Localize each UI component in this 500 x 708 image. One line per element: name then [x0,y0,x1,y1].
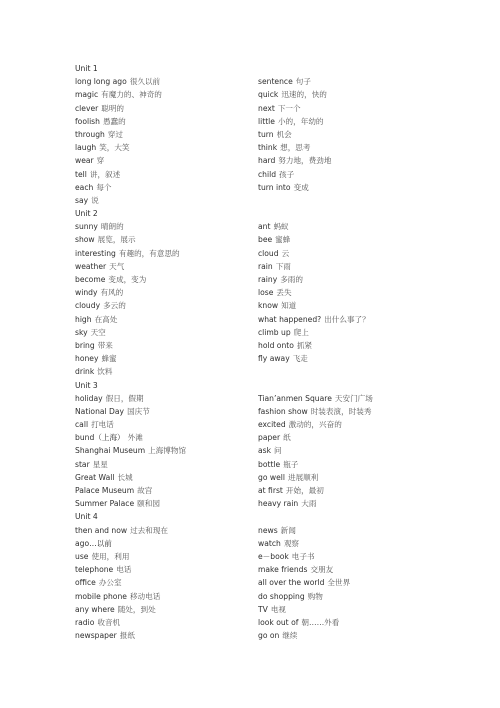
english-term: little [258,116,275,126]
english-term: quick [258,90,279,100]
chinese-meaning: 继续 [282,631,298,641]
english-term: ant [258,222,271,232]
english-term: ago…以前 [75,538,112,548]
vocabulary-entry [258,181,438,194]
english-term: drink [75,367,95,377]
english-term: windy [75,288,98,298]
english-term: laugh [75,143,97,153]
english-term: show [75,235,95,245]
english-term: use [75,551,89,561]
chinese-meaning: 想，思考 [280,143,311,153]
vocabulary-entry [75,168,245,181]
chinese-meaning: 愚蠢的 [102,116,126,126]
vocabulary-entry [75,220,245,233]
vocabulary-entry [75,365,245,378]
vocabulary-entry [75,550,245,563]
english-term: sentence [258,77,293,87]
chinese-meaning: 打电话 [91,420,114,430]
english-term: National Day [75,406,125,416]
english-term: do shopping [258,591,305,601]
chinese-meaning: 长城 [117,472,133,482]
chinese-meaning: 展览，展示 [97,235,136,245]
vocabulary-entry [75,444,245,457]
vocabulary-entry [258,603,438,616]
vocabulary-entry [75,563,245,576]
english-term: Shanghai Museum [75,446,146,456]
vocabulary-entry [75,471,245,484]
english-term: bring [75,340,95,350]
english-term: at first [258,486,283,495]
chinese-meaning: 丢失 [276,288,292,298]
chinese-meaning: 蜜蜂 [275,235,291,245]
vocabulary-entry [75,497,245,510]
english-term: through [75,129,105,139]
chinese-meaning: 国庆节 [127,406,150,416]
blank-line [258,207,438,220]
chinese-meaning: 有趣的，有意思的 [118,248,180,258]
vocabulary-entry [75,392,245,405]
chinese-meaning: 爬上 [293,327,309,337]
chinese-meaning: 孩子 [279,169,295,179]
unit-title: Unit 1 [75,64,98,73]
vocabulary-entry [75,313,245,326]
vocabulary-entry [258,550,438,563]
chinese-meaning: 电视 [270,604,287,614]
vocabulary-entry [258,405,438,418]
chinese-meaning: 故宫 [137,486,153,495]
english-term: star [75,459,90,469]
vocabulary-column-right [258,62,438,642]
vocabulary-entry [258,497,438,510]
chinese-meaning: 多云的 [103,301,126,311]
chinese-meaning: 开始，最初 [285,486,324,495]
chinese-meaning: 新闻 [280,525,296,535]
chinese-meaning: 使用，利用 [91,551,130,561]
vocabulary-entry [75,247,245,260]
vocabulary-entry [75,484,245,497]
vocabulary-entry [75,273,245,286]
english-term: bee [258,235,273,245]
english-term: TV [258,604,268,614]
chinese-meaning: 知道 [281,301,297,311]
chinese-meaning: 小的，年幼的 [277,116,324,126]
chinese-meaning: 购物 [307,591,323,601]
vocabulary-entry [75,603,245,616]
vocabulary-entry [258,115,438,128]
english-term: sunny [75,222,98,232]
english-term: magic [75,90,99,100]
chinese-meaning: 收音机 [97,617,121,627]
english-term: rainy [258,275,278,284]
chinese-meaning: 问 [274,446,282,456]
chinese-meaning: 天气 [109,261,125,271]
vocabulary-entry [75,590,245,603]
chinese-meaning: 穿 [96,156,105,166]
blank-line [258,194,438,207]
vocabulary-entry [258,168,438,181]
vocabulary-entry [258,590,438,603]
chinese-meaning: 进展顺利 [287,472,319,482]
chinese-meaning: 移动电话 [129,591,161,601]
english-term: weather [75,261,107,271]
english-term: rain [258,261,273,271]
chinese-meaning: 报纸 [119,631,135,641]
english-term: Palace Museum [75,486,135,495]
chinese-meaning: 电话 [116,565,132,575]
english-term: fly away [258,354,290,364]
english-term: bund（上海） [75,433,125,443]
english-term: go on [258,631,280,641]
vocabulary-entry [258,576,438,589]
vocabulary-entry [75,88,245,101]
vocabulary-entry [258,524,438,537]
chinese-meaning: 迅速的，快的 [281,90,327,100]
unit-title: Unit 3 [75,380,98,390]
english-term: Summer Palace [75,499,135,509]
chinese-meaning: 观察 [283,538,300,548]
vocabulary-entry [258,431,438,444]
vocabulary-entry [75,524,245,537]
english-term: long long ago [75,77,127,87]
chinese-meaning: 大雨 [301,499,317,509]
english-term: radio [75,617,95,627]
chinese-meaning: 星星 [92,459,108,469]
vocabulary-entry [258,392,438,405]
chinese-meaning: 上海博物馆 [148,446,187,456]
vocabulary-entry [258,616,438,629]
blank-line [258,510,438,523]
english-term: office [75,578,96,588]
vocabulary-entry [75,260,245,273]
vocabulary-entry [75,154,245,167]
unit-heading [75,207,245,220]
english-term: go well [258,472,285,482]
english-term: hard [258,156,276,166]
english-term: foolish [75,116,100,126]
english-term: Tian’anmen Square [258,393,332,403]
vocabulary-entry [258,299,438,312]
chinese-meaning: 每个 [96,182,112,192]
vocabulary-entry [75,299,245,312]
vocabulary-column-left [75,62,245,642]
vocabulary-entry [258,471,438,484]
english-term: heavy rain [258,499,299,509]
english-term: think [258,143,278,153]
english-term: ask [258,446,272,456]
english-term: paper [258,433,281,443]
chinese-meaning: 多雨的 [280,275,303,284]
vocabulary-entry [75,431,245,444]
chinese-meaning: 随处，到处 [117,604,156,614]
english-term: child [258,169,277,179]
english-term: e－book [258,551,289,561]
chinese-meaning: 蜂蜜 [101,354,117,364]
unit-title: Unit 2 [75,209,98,219]
unit-heading [75,379,245,392]
chinese-meaning: 全世界 [327,578,351,588]
english-term: excited [258,420,286,430]
english-term: each [75,182,94,192]
english-term: what happened? [258,314,322,324]
chinese-meaning: 抓紧 [296,340,313,350]
english-term: clever [75,103,99,113]
chinese-meaning: 机会 [276,129,292,139]
chinese-meaning: 穿过 [107,129,124,139]
vocabulary-entry [75,141,245,154]
english-term: turn [258,129,274,139]
vocabulary-entry [258,352,438,365]
vocabulary-entry [258,313,438,326]
english-term: next [258,103,275,113]
chinese-meaning: 蚂蚁 [273,222,289,232]
chinese-meaning: 办公室 [98,578,122,588]
chinese-meaning: 外滩 [127,433,143,443]
chinese-meaning: 晴朗的 [100,222,124,232]
vocabulary-entry [75,352,245,365]
chinese-meaning: 在高处 [94,314,118,324]
chinese-meaning: 过去和现在 [130,525,169,535]
vocabulary-entry [75,181,245,194]
chinese-meaning: 瓶子 [283,459,299,469]
chinese-meaning: 天安门广场 [334,393,373,403]
english-term: turn into [258,182,291,192]
vocabulary-entry [75,339,245,352]
chinese-meaning: 句子 [295,77,311,87]
english-term: all over the world [258,578,325,588]
vocabulary-entry [258,273,438,286]
chinese-meaning: 云 [281,248,290,258]
chinese-meaning: 有魔力的、神奇的 [101,90,162,100]
vocabulary-entry [75,405,245,418]
english-term: newspaper [75,631,117,641]
blank-line [258,62,438,75]
vocabulary-entry [75,629,245,642]
chinese-meaning: 很久以前 [129,77,161,87]
vocabulary-entry [75,418,245,431]
vocabulary-entry [258,141,438,154]
english-term: become [75,275,106,284]
english-term: wear [75,156,94,166]
chinese-meaning: 说 [91,195,99,205]
chinese-meaning: 讲，叙述 [89,169,121,179]
chinese-meaning: 饮料 [97,367,113,377]
unit-heading [75,510,245,523]
vocabulary-entry [258,247,438,260]
english-term: cloud [258,248,279,258]
english-term: hold onto [258,340,294,350]
english-term: any where [75,604,115,614]
english-term: watch [258,538,281,548]
vocabulary-entry [258,418,438,431]
chinese-meaning: 下雨 [275,261,291,271]
vocabulary-entry [258,537,438,550]
chinese-meaning: 天空 [90,327,106,337]
vocabulary-entry [258,444,438,457]
chinese-meaning: 朝……外看 [301,617,340,627]
chinese-meaning: 假日，假期 [105,393,144,403]
vocabulary-entry [258,563,438,576]
vocabulary-entry [258,339,438,352]
vocabulary-entry [258,220,438,233]
vocabulary-entry [258,458,438,471]
chinese-meaning: 纸 [283,433,291,443]
vocabulary-entry [75,537,245,550]
english-term: bottle [258,459,281,469]
chinese-meaning: 交朋友 [310,565,334,575]
unit-title: Unit 4 [75,512,98,522]
chinese-meaning: 激动的，兴奋的 [288,420,342,430]
vocabulary-entry [258,102,438,115]
chinese-meaning: 有风的 [100,288,124,298]
english-term: high [75,314,92,324]
english-term: cloudy [75,301,101,311]
vocabulary-entry [75,286,245,299]
english-term: mobile phone [75,591,127,601]
vocabulary-entry [75,128,245,141]
vocabulary-entry [75,102,245,115]
chinese-meaning: 时装表演，时装秀 [310,406,372,416]
english-term: tell [75,169,87,179]
vocabulary-entry [75,194,245,207]
blank-line [258,365,438,378]
chinese-meaning: 努力地，费劲地 [278,156,332,166]
chinese-meaning: 变成 [293,182,309,192]
english-term: fashion show [258,406,308,416]
vocabulary-entry [258,128,438,141]
chinese-meaning: 笑，大笑 [99,143,130,153]
blank-line [258,379,438,392]
vocabulary-entry [258,484,438,497]
vocabulary-entry [258,326,438,339]
english-term: news [258,525,278,535]
english-term: know [258,301,279,311]
vocabulary-entry [75,115,245,128]
english-term: lose [258,288,274,298]
chinese-meaning: 出什么事了？ [324,314,370,324]
english-term: sky [75,327,88,337]
vocabulary-entry [75,326,245,339]
chinese-meaning: 电子书 [291,551,315,561]
english-term: then and now [75,525,128,535]
vocabulary-entry [258,154,438,167]
chinese-meaning: 颐和园 [137,499,160,509]
vocabulary-entry [258,260,438,273]
vocabulary-entry [258,75,438,88]
english-term: climb up [258,327,291,337]
english-term: make friends [258,565,308,575]
vocabulary-entry [258,233,438,246]
chinese-meaning: 聪明的 [101,103,125,113]
chinese-meaning: 飞走 [292,354,308,364]
vocabulary-entry [75,458,245,471]
english-term: honey [75,354,99,364]
vocabulary-entry [75,576,245,589]
english-term: holiday [75,393,103,403]
vocabulary-entry [258,629,438,642]
chinese-meaning: 带来 [97,340,113,350]
english-term: Great Wall [75,472,115,482]
chinese-meaning: 下一个 [277,103,301,113]
vocabulary-entry [258,286,438,299]
unit-heading [75,62,245,75]
vocabulary-entry [75,616,245,629]
vocabulary-entry [75,233,245,246]
chinese-meaning: 变成，变为 [108,275,147,284]
english-term: interesting [75,248,116,258]
vocabulary-entry [75,75,245,88]
english-term: telephone [75,565,114,575]
english-term: call [75,420,89,430]
english-term: look out of [258,617,299,627]
vocabulary-entry [258,88,438,101]
english-term: say [75,195,89,205]
